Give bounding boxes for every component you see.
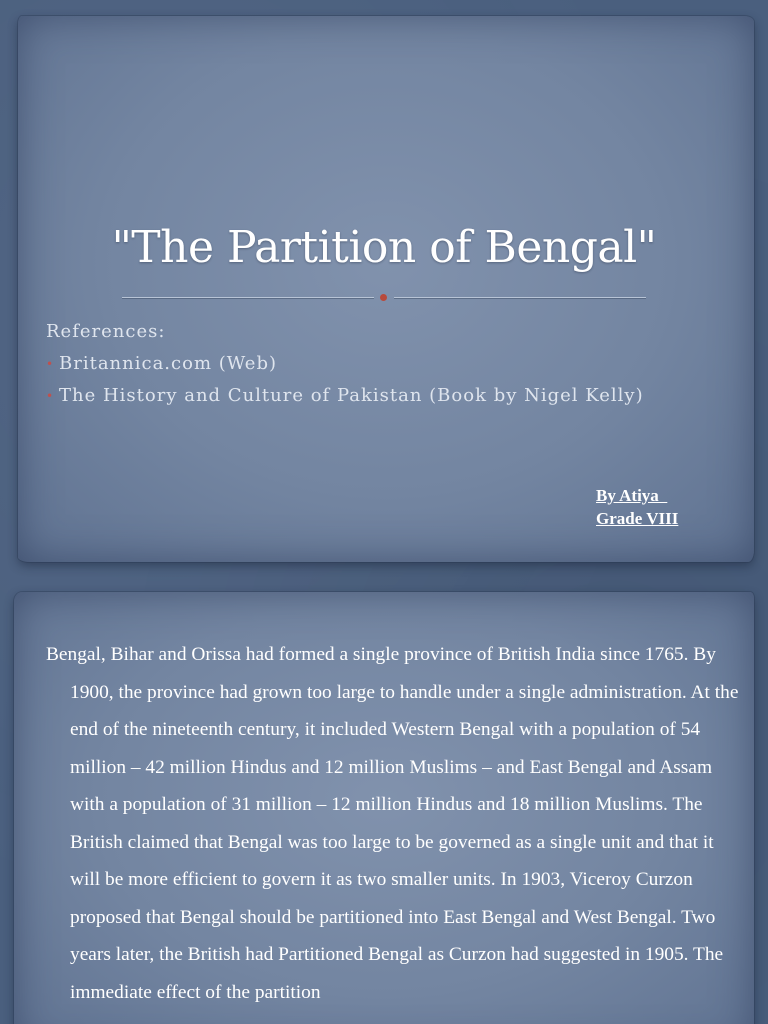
title-divider	[122, 297, 646, 299]
reference-text: Britannica.com (Web)	[59, 353, 277, 374]
title-slide	[18, 16, 754, 562]
slide-title: "The Partition of Bengal"	[111, 222, 657, 273]
references-heading: References:	[46, 321, 166, 342]
bullet-icon: •	[46, 357, 55, 371]
reference-item	[46, 348, 644, 380]
author-grade: Grade VIII	[596, 509, 679, 528]
author-block	[596, 484, 678, 530]
body-paragraph: Bengal, Bihar and Orissa had formed a single province of British India since 1765. By 1900, the province had grown too large to handle under a single administration. At the end of the nineteenth century, it included Western Bengal with a population of 54 million – 42 million Hindus and 12 million Muslims – and East Bengal and Assam with a population of 31 million – 12 million Hindus and 18 million Muslims. The British claimed that Bengal was too large to be governed as a single unit and that it will be more efficient to govern it as two smaller units. In 1903, Viceroy Curzon proposed that Bengal should be partitioned into East Bengal and West Bengal. Two years later, the British had Partitioned Bengal as Curzon had suggested in 1905. The immediate effect of the partition	[46, 644, 739, 1003]
references-section	[46, 316, 644, 412]
divider-line-left	[122, 297, 374, 298]
reference-item	[46, 380, 644, 412]
divider-dot	[380, 294, 387, 301]
reference-text: The History and Culture of Pakistan (Book by Nigel Kelly)	[59, 385, 644, 406]
divider-line-right	[394, 297, 646, 298]
author-name: By Atiya	[596, 486, 668, 505]
bullet-icon: •	[46, 389, 55, 403]
references-list	[46, 348, 644, 412]
